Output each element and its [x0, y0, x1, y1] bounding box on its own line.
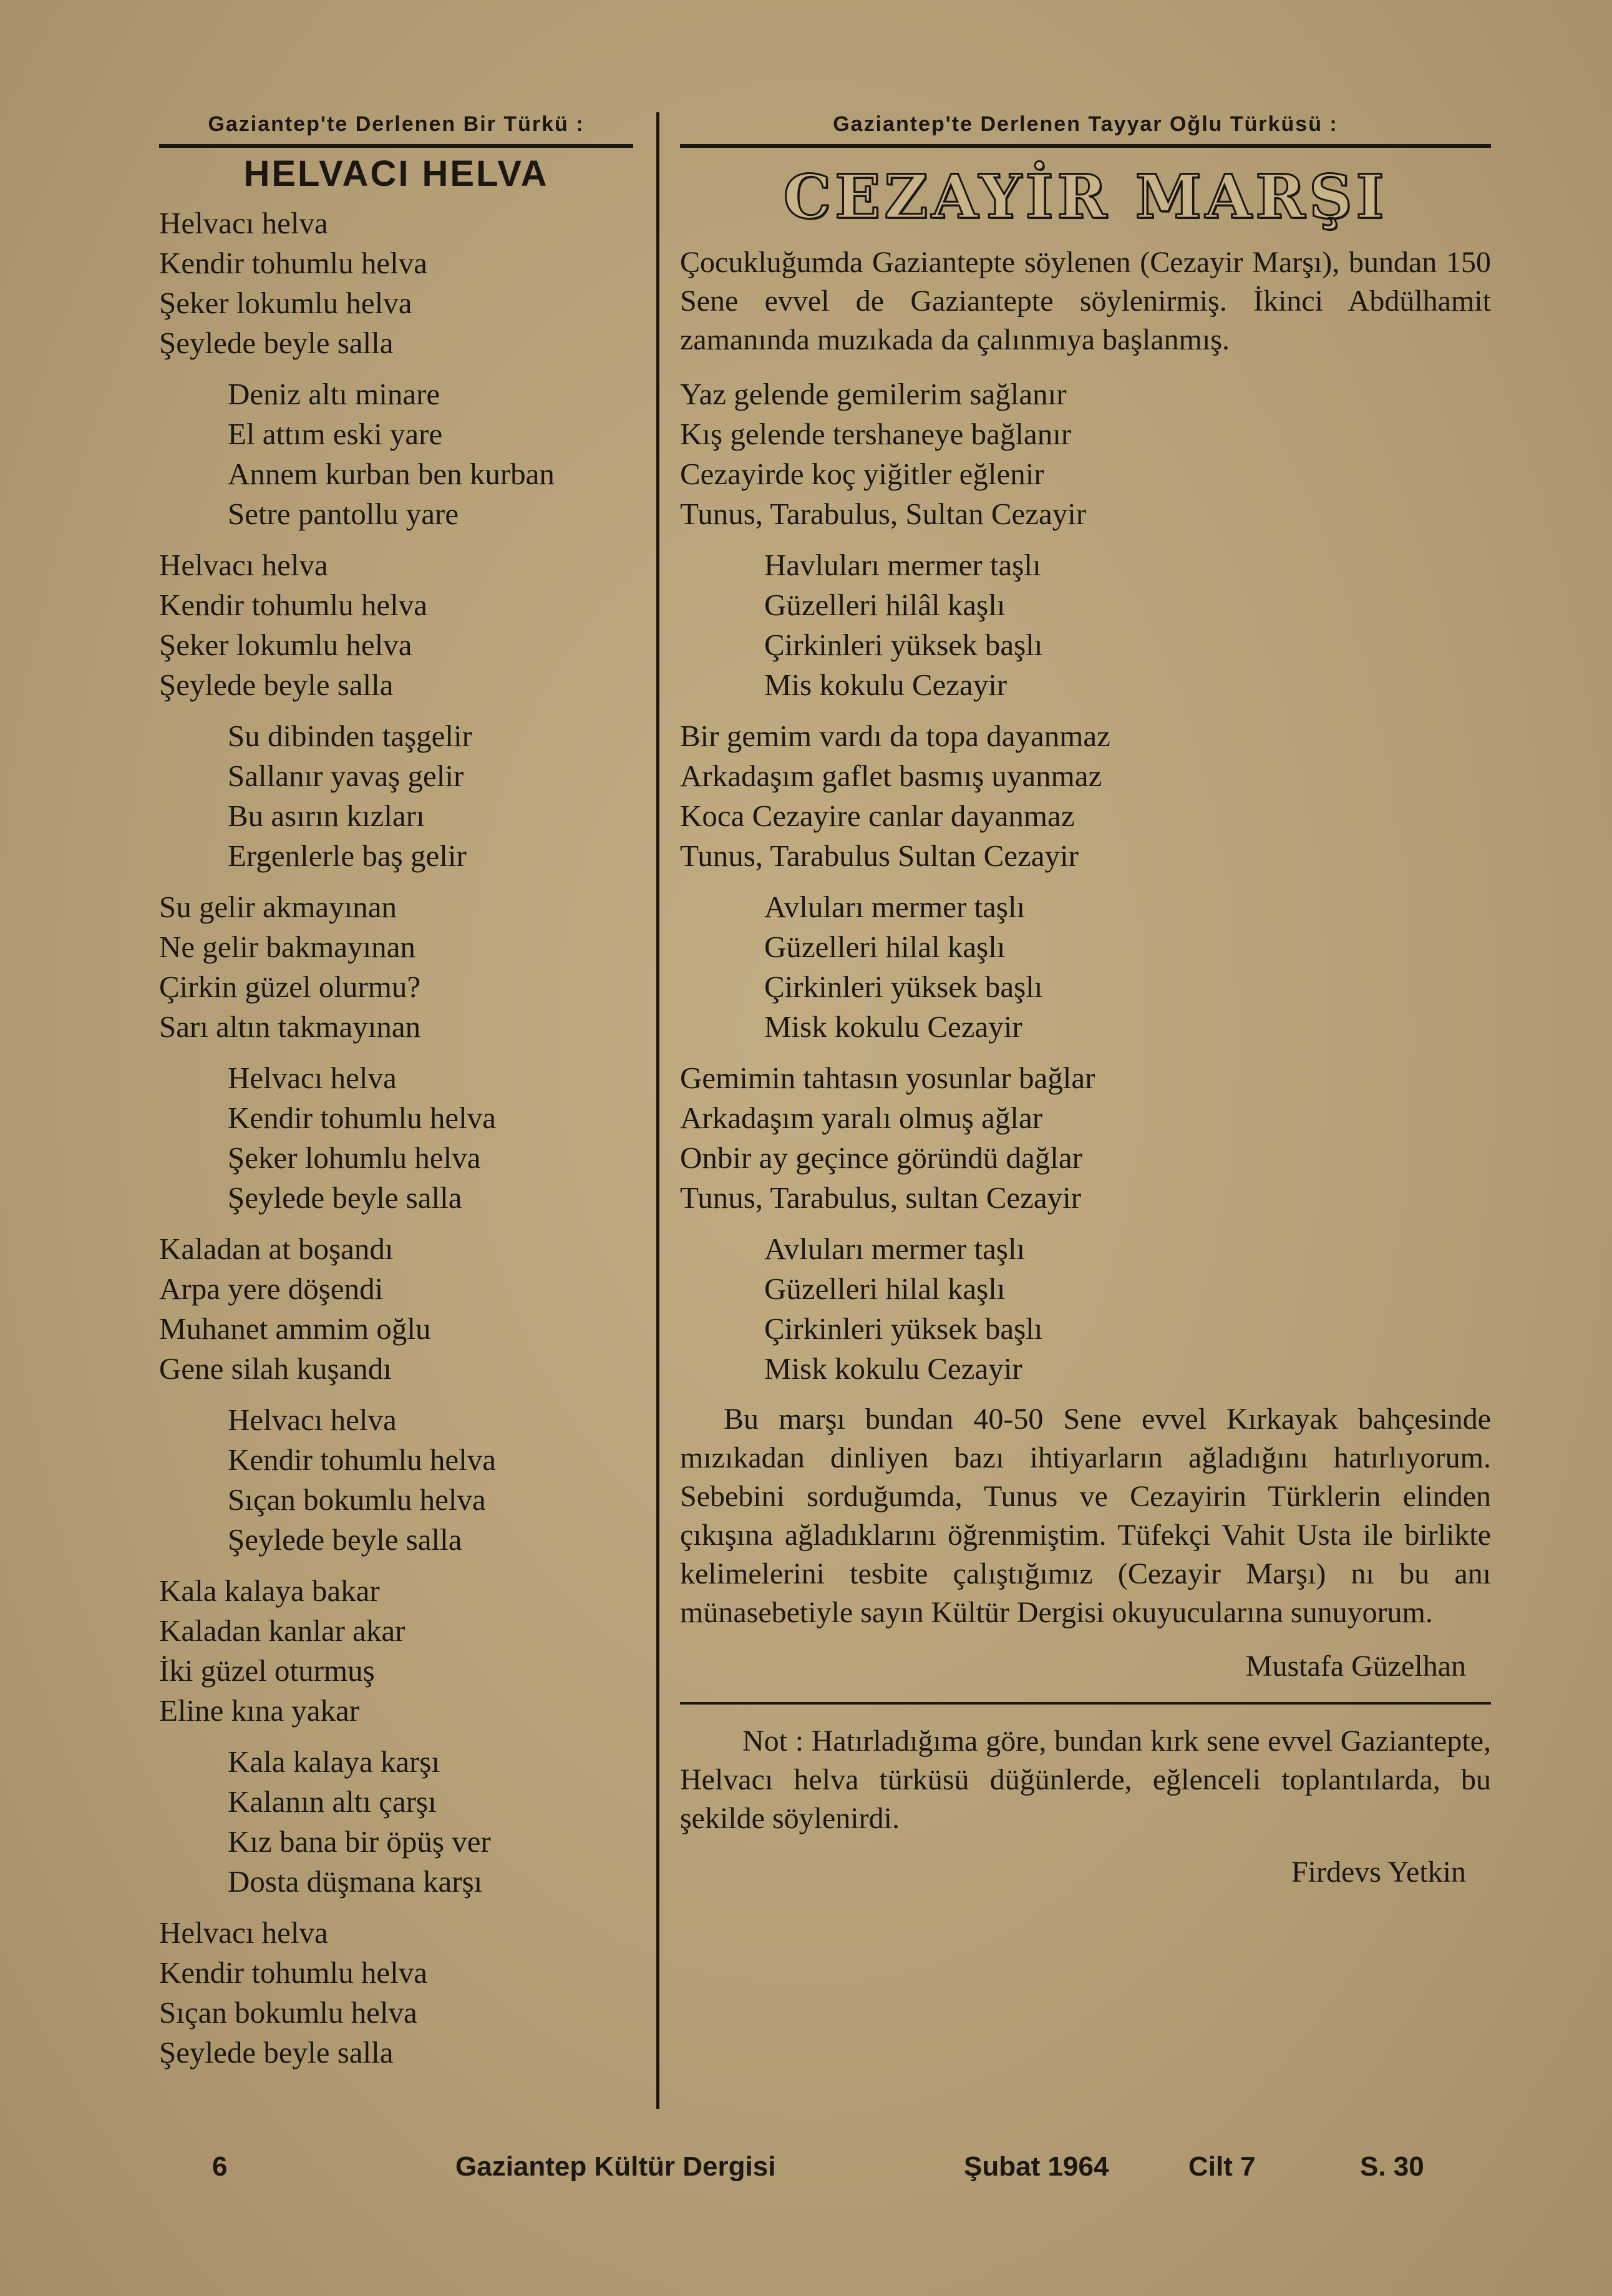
right-poem [680, 374, 1491, 1389]
poem-line: Gene silah kuşandı [159, 1351, 392, 1386]
closing-paragraph: Bu marşı bundan 40-50 Sene evvel Kırkayak bahçesinde mızıkadan dinliyen bazı ihtiyarların ağladığını hatırlıyorum. Sebebini sorduğumda, Tunus ve Cezayirin Türklerin elinden çıkışına ağladıklarını öğrenmiştim. Tüfekçi Vahit Usta ile birlikte kelimelerini tesbite çalıştığımız (Cezayir Marşı) nı bu anı münasebetiyle sayın Kültür Dergisi okuyucularına sunuyorum. [680, 1403, 1491, 1629]
footer-journal: Gaziantep Kültür Dergisi [455, 2151, 776, 2182]
poem-line: Tunus, Tarabulus Sultan Cezayir [680, 839, 1079, 873]
left-stanza [159, 887, 633, 1047]
poem-line: Yaz gelende gemilerim sağlanır [680, 377, 1067, 411]
right-stanza [680, 716, 1491, 876]
left-stanza [159, 203, 633, 363]
poem-line: Havluları mermer taşlı [764, 548, 1041, 582]
poem-line: Eline kına yakar [159, 1693, 360, 1728]
poem-line: Çirkinleri yüksek başlı [764, 970, 1043, 1004]
poem-line: Mis kokulu Cezayir [764, 668, 1008, 702]
poem-line: Avluları mermer taşlı [764, 1232, 1026, 1266]
poem-line: Kış gelende tershaneye bağlanır [680, 417, 1072, 451]
footer-volume: Cilt 7 [1188, 2151, 1256, 2182]
right-stanza [680, 887, 1491, 1047]
poem-line: Helvacı helva [228, 1061, 397, 1095]
poem-line: Kendir tohumlu helva [228, 1101, 497, 1135]
poem-line: Güzelleri hilal kaşlı [764, 930, 1006, 964]
footer-page-number: 6 [212, 2151, 228, 2182]
poem-line: Su gelir akmayınan [159, 890, 397, 924]
poem-line: Gemimin tahtasın yosunlar bağlar [680, 1061, 1095, 1095]
left-kicker: Gaziantep'te Derlenen Bir Türkü : [159, 112, 633, 148]
right-stanza [680, 545, 1491, 705]
poem-line: Kaladan kanlar akar [159, 1613, 405, 1648]
right-stanza [680, 1058, 1491, 1218]
poem-line: Misk kokulu Cezayir [764, 1009, 1022, 1044]
poem-line: Kendir tohumlu helva [159, 1955, 428, 1990]
left-stanza [159, 545, 633, 705]
poem-line: Kendir tohumlu helva [159, 588, 428, 622]
author-signature: Mustafa Güzelhan [1245, 1650, 1466, 1683]
poem-line: Şeylede beyle salla [159, 668, 394, 702]
right-stanza [680, 374, 1491, 534]
poem-line: El attım eski yare [228, 417, 443, 451]
right-stanza [680, 1229, 1491, 1389]
poem-line: Sıçan bokumlu helva [228, 1482, 486, 1517]
poem-line: Güzelleri hilâl kaşlı [764, 588, 1006, 622]
poem-line: Kendir tohumlu helva [228, 1442, 497, 1477]
poem-line: Şeylede beyle salla [228, 1522, 462, 1557]
poem-line: Helvacı helva [228, 1403, 397, 1437]
note-rule [680, 1702, 1491, 1705]
poem-line: Dosta düşmana karşı [228, 1864, 483, 1899]
poem-line: Avluları mermer taşlı [764, 890, 1026, 924]
left-stanza [159, 374, 633, 534]
poem-line: Muhanet ammim oğlu [159, 1311, 431, 1346]
left-stanza [159, 716, 633, 876]
poem-line: Arkadaşım yaralı olmuş ağlar [680, 1101, 1043, 1135]
left-stanza [159, 1400, 633, 1560]
right-title: CEZAYİR MARŞI [783, 162, 1388, 232]
poem-line: Şeylede beyle salla [159, 2035, 394, 2070]
poem-line: Arkadaşım gaflet basmış uyanmaz [680, 759, 1102, 793]
poem-line: Kız bana bir öpüş ver [228, 1824, 491, 1859]
note-signature: Firdevs Yetkin [1291, 1856, 1466, 1889]
poem-line: Şeker lohumlu helva [228, 1141, 481, 1175]
poem-line: Arpa yere döşendi [159, 1272, 384, 1306]
poem-line: Bu asırın kızları [228, 799, 425, 833]
left-stanza [159, 1229, 633, 1389]
poem-line: Tunus, Tarabulus, sultan Cezayir [680, 1180, 1082, 1215]
poem-line: Onbir ay geçince göründü dağlar [680, 1141, 1082, 1175]
left-title: HELVACI HELVA [243, 153, 549, 194]
poem-line: Kalanın altı çarşı [228, 1784, 437, 1819]
poem-line: Setre pantollu yare [228, 497, 459, 531]
poem-line: Koca Cezayire canlar dayanmaz [680, 799, 1075, 833]
poem-line: Ergenlerle baş gelir [228, 839, 467, 873]
poem-line: Şeker lokumlu helva [159, 286, 412, 320]
poem-line: Misk kokulu Cezayir [764, 1351, 1022, 1386]
poem-line: Annem kurban ben kurban [228, 457, 555, 491]
footer-issue: S. 30 [1360, 2151, 1424, 2182]
poem-line: Helvacı helva [159, 206, 328, 240]
poem-line: Şeker lokumlu helva [159, 628, 412, 662]
poem-line: Kaladan at boşandı [159, 1232, 394, 1266]
poem-line: Sarı altın takmayınan [159, 1009, 421, 1044]
poem-line: Kala kalaya bakar [159, 1574, 380, 1608]
intro-paragraph: Çocukluğumda Gaziantepte söylenen (Cezayir Marşı), bundan 150 Sene evvel de Gaziantepte söylenirmiş. İkinci Abdülhamit zamanında muzıkada da çalınmıya başlanmış. [680, 246, 1491, 356]
poem-line: Deniz altı minare [228, 377, 440, 411]
page-footer [212, 2151, 1435, 2189]
poem-line: Kala kalaya karşı [228, 1744, 440, 1779]
poem-line: Güzelleri hilal kaşlı [764, 1272, 1006, 1306]
left-stanza [159, 1058, 633, 1218]
poem-line: Şeylede beyle salla [159, 326, 394, 360]
poem-line: Sıçan bokumlu helva [159, 1995, 417, 2030]
left-stanza [159, 1913, 633, 2073]
poem-line: Şeylede beyle salla [228, 1180, 462, 1215]
poem-line: Helvacı helva [159, 548, 328, 582]
poem-line: İki güzel oturmuş [159, 1653, 375, 1688]
left-stanza [159, 1742, 633, 1902]
poem-line: Çirkinleri yüksek başlı [764, 628, 1043, 662]
note-paragraph: Not : Hatırladığıma göre, bundan kırk sene evvel Gaziantepte, Helvacı helva türküsü düğünlerde, eğlenceli toplantılarda, bu şekilde söylenirdi. [680, 1724, 1491, 1835]
poem-line: Kendir tohumlu helva [159, 246, 428, 280]
poem-line: Su dibinden taşgelir [228, 719, 472, 753]
poem-line: Çirkin güzel olurmu? [159, 970, 421, 1004]
left-stanza [159, 1571, 633, 1731]
left-column [159, 112, 633, 2084]
poem-line: Sallanır yavaş gelir [228, 759, 464, 793]
left-poem [159, 203, 633, 2073]
poem-line: Cezayirde koç yiğitler eğlenir [680, 457, 1044, 491]
right-kicker: Gaziantep'te Derlenen Tayyar Oğlu Türküsü : [680, 112, 1491, 148]
poem-line: Helvacı helva [159, 1915, 328, 1950]
poem-line: Ne gelir bakmayınan [159, 930, 415, 964]
poem-line: Bir gemim vardı da topa dayanmaz [680, 719, 1110, 753]
column-divider [656, 112, 659, 2109]
poem-line: Tunus, Tarabulus, Sultan Cezayir [680, 497, 1087, 531]
right-column [680, 112, 1491, 1892]
footer-date: Şubat 1964 [964, 2151, 1109, 2182]
poem-line: Çirkinleri yüksek başlı [764, 1311, 1043, 1346]
